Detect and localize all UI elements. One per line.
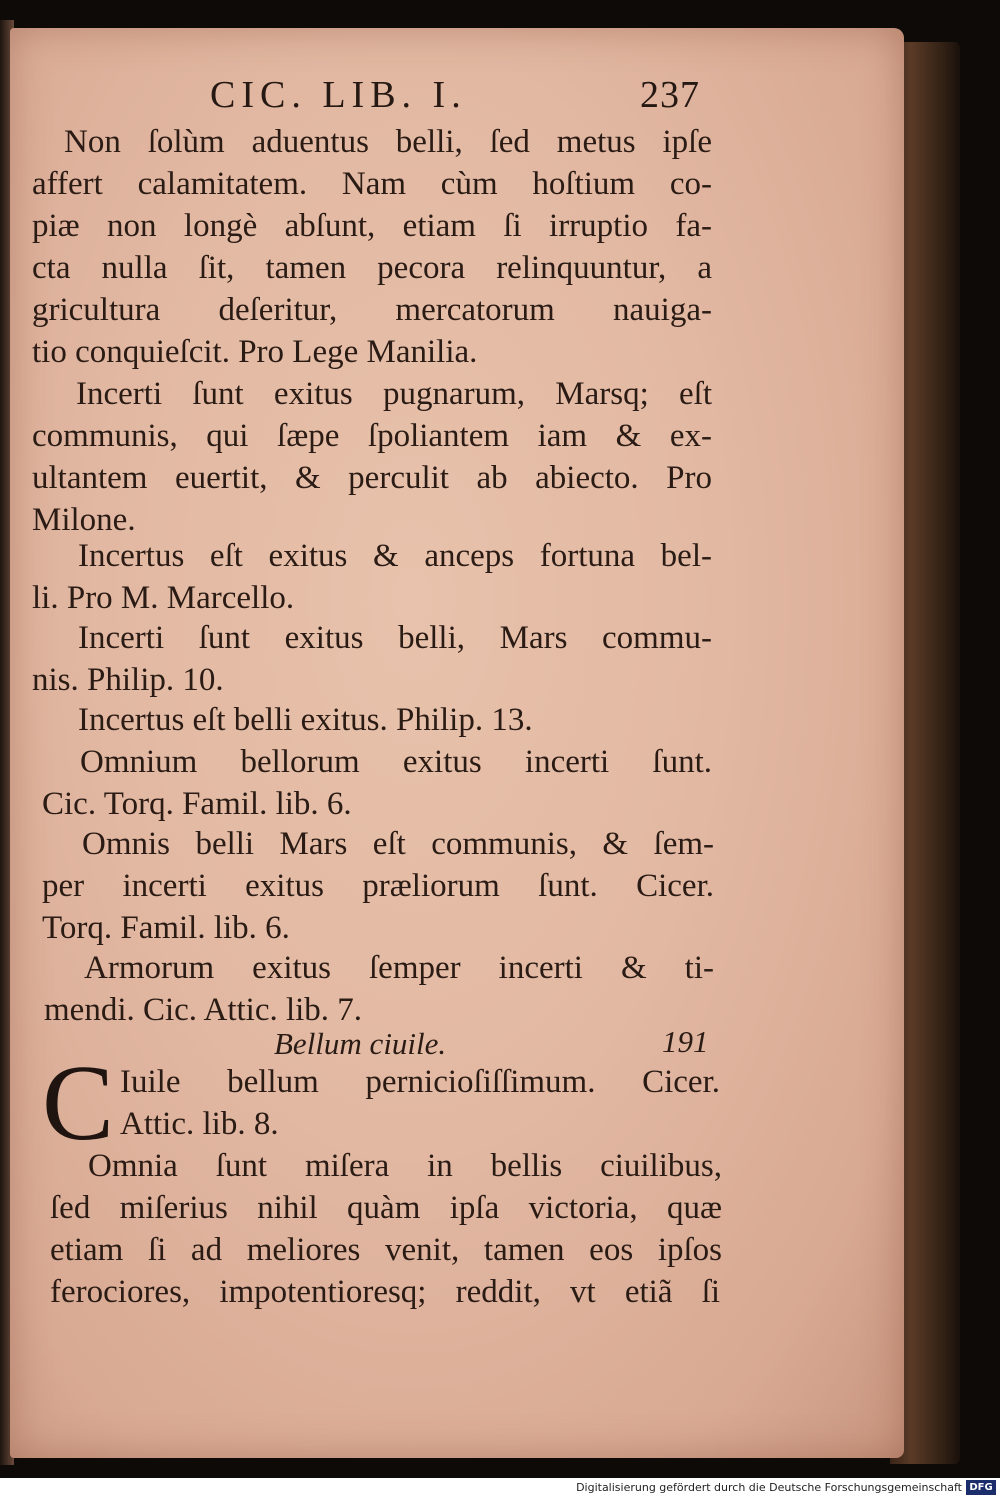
- text-line: Attic. lib. 8.: [120, 1106, 279, 1142]
- text-line: Incerti ſunt exitus belli, Mars commu-: [78, 620, 712, 656]
- text-line: ferociores, impotentioresq; reddit, vt etiã ſi: [50, 1274, 720, 1310]
- text-line: Non ſolùm aduentus belli, ſed metus ipſe: [64, 124, 712, 160]
- text-line: Omnis belli Mars eſt communis, & ſem-: [82, 826, 714, 862]
- text-line: Iuile bellum pernicioſiſſimum. Cicer.: [120, 1064, 720, 1100]
- section-number: 191: [662, 1024, 709, 1059]
- text-line: Incertus eſt exitus & anceps fortuna bel-: [78, 538, 712, 574]
- running-title: CIC. LIB. I.: [210, 74, 467, 116]
- text-line: ſed miſerius nihil quàm ipſa victoria, quæ: [50, 1190, 722, 1226]
- text-line: Incerti ſunt exitus pugnarum, Marsq; eſt: [76, 376, 712, 412]
- text-line: Incertus eſt belli exitus. Philip. 13.: [78, 702, 533, 738]
- drop-cap: C: [42, 1044, 115, 1163]
- text-line: communis, qui ſæpe ſpoliantem iam & ex-: [32, 418, 712, 454]
- text-line: Omnium bellorum exitus incerti ſunt.: [80, 744, 712, 780]
- text-line: Cic. Torq. Famil. lib. 6.: [42, 786, 352, 822]
- text-line: Torq. Famil. lib. 6.: [42, 910, 290, 946]
- text-line: gricultura deſeritur, mercatorum nauiga-: [32, 292, 712, 328]
- digitization-credit: Digitalisierung gefördert durch die Deutsche Forschungsgemeinschaft: [576, 1481, 962, 1494]
- text-line: piæ non longè abſunt, etiam ſi irruptio fa-: [32, 208, 712, 244]
- running-header: [210, 70, 700, 120]
- dfg-logo: DFG: [966, 1480, 996, 1495]
- text-line: per incerti exitus præliorum ſunt. Cicer.: [42, 868, 714, 904]
- text-line: tio conquieſcit. Pro Lege Manilia.: [32, 334, 478, 370]
- page-number: 237: [640, 74, 700, 116]
- text-line: affert calamitatem. Nam cùm hoſtium co-: [32, 166, 712, 202]
- text-line: Omnia ſunt miſera in bellis ciuilibus,: [88, 1148, 722, 1184]
- text-line: mendi. Cic. Attic. lib. 7.: [44, 992, 363, 1028]
- text-line: li. Pro M. Marcello.: [32, 580, 295, 616]
- text-line: etiam ſi ad meliores venit, tamen eos ipſos: [50, 1232, 722, 1268]
- text-line: Armorum exitus ſemper incerti & ti-: [84, 950, 714, 986]
- section-heading: Bellum ciuile.: [274, 1026, 447, 1061]
- text-line: ultantem euertit, & perculit ab abiecto. Pro: [32, 460, 712, 496]
- text-line: nis. Philip. 10.: [32, 662, 224, 698]
- text-line: Milone.: [32, 502, 136, 538]
- text-line: cta nulla ſit, tamen pecora relinquuntur, a: [32, 250, 712, 286]
